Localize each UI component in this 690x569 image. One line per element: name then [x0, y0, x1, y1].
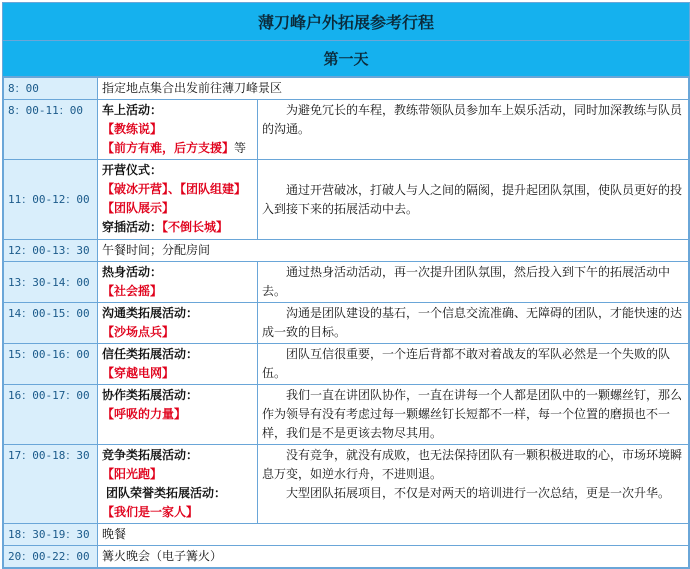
time-cell: 20：00-22：00 — [4, 546, 98, 568]
table-row — [4, 78, 689, 100]
time-cell: 18：30-19：30 — [4, 524, 98, 546]
activity-description: 为避免冗长的车程，教练带领队员参加车上娱乐活动，同时加深教练与队员的沟通。 — [258, 100, 689, 160]
activity-description: 大型团队拓展项目，不仅是对两天的培训进行一次总结，更是一次升华。 — [286, 486, 671, 500]
activity-text: 指定地点集合出发前往薄刀峰景区 — [98, 78, 689, 100]
activity-description: 团队互信很重要，一个连后背都不敢对着战友的军队必然是一个失败的队伍。 — [258, 344, 689, 385]
activity-cell — [98, 160, 258, 240]
activity-cell — [98, 445, 258, 524]
time-cell: 17：00-18：30 — [4, 445, 98, 524]
activity-item: 【教练说】 — [102, 122, 163, 136]
time-cell: 11：00-12：00 — [4, 160, 98, 240]
time-cell: 15：00-16：00 — [4, 344, 98, 385]
table-row — [4, 303, 689, 344]
activity-item: 【破冰开营】 — [102, 182, 169, 196]
itinerary-table — [3, 77, 689, 568]
activity-suffix: 等 — [234, 141, 247, 155]
activity-heading: 协作类拓展活动： — [102, 388, 199, 402]
table-row — [4, 546, 689, 568]
activity-description: 没有竞争，就没有成败，也无法保持团队有一颗积极进取的心，市场环境瞬息万变，如逆水行舟，不进则退。 — [262, 448, 683, 481]
activity-cell — [98, 344, 258, 385]
activity-item: 【前方有难，后方支援】 — [102, 141, 235, 155]
time-cell: 12：00-13：30 — [4, 240, 98, 262]
activity-item: 【阳光跑】 — [102, 467, 163, 481]
activity-heading: 团队荣誉类拓展活动： — [106, 486, 227, 500]
activity-item: 【团队组建】 — [180, 182, 247, 196]
activity-cell — [98, 262, 258, 303]
activity-cell — [98, 100, 258, 160]
activity-item: 【沙场点兵】 — [102, 325, 175, 339]
activity-heading: 车上活动： — [102, 103, 163, 117]
itinerary-sheet — [2, 2, 690, 569]
table-row — [4, 160, 689, 240]
table-row — [4, 262, 689, 303]
activity-heading: 信任类拓展活动： — [102, 347, 199, 361]
activity-description: 通过热身活动活动，再一次提升团队氛围，然后投入到下午的拓展活动中去。 — [258, 262, 689, 303]
page-title: 薄刀峰户外拓展参考行程 — [3, 3, 689, 41]
table-row — [4, 524, 689, 546]
item-separator: 、 — [168, 182, 181, 196]
time-cell: 13：30-14：00 — [4, 262, 98, 303]
time-cell: 8：00-11：00 — [4, 100, 98, 160]
activity-heading: 开营仪式： — [102, 163, 163, 177]
time-cell: 16：00-17：00 — [4, 385, 98, 445]
activity-text: 晚餐 — [98, 524, 689, 546]
activity-item: 【社会摇】 — [102, 284, 163, 298]
activity-cell — [98, 303, 258, 344]
activity-text: 午餐时间；分配房间 — [98, 240, 689, 262]
table-row — [4, 344, 689, 385]
table-row — [4, 100, 689, 160]
activity-heading: 沟通类拓展活动： — [102, 306, 199, 320]
activity-item: 【不倒长城】 — [162, 220, 229, 234]
activity-item: 【穿越电网】 — [102, 366, 175, 380]
activity-heading: 穿插活动： — [102, 220, 163, 234]
activity-text: 篝火晚会（电子篝火） — [98, 546, 689, 568]
activity-item: 【呼吸的力量】 — [102, 407, 187, 421]
day-header: 第一天 — [3, 41, 689, 77]
table-row — [4, 445, 689, 524]
activity-description-cell — [258, 445, 689, 524]
activity-cell — [98, 385, 258, 445]
activity-heading: 竞争类拓展活动： — [102, 448, 199, 462]
time-cell: 14：00-15：00 — [4, 303, 98, 344]
activity-item: 【我们是一家人】 — [102, 505, 199, 519]
activity-heading: 热身活动： — [102, 265, 163, 279]
activity-description: 我们一直在讲团队协作，一直在讲每一个人都是团队中的一颗螺丝钉，那么作为领导有没有考虑过每一颗螺丝钉长短都不一样，每一个位置的磨损也不一样，我们是不是更该去物尽其用。 — [258, 385, 689, 445]
activity-description: 通过开营破冰，打破人与人之间的隔阂，提升起团队氛围，使队员更好的投入到接下来的拓展活动中去。 — [258, 160, 689, 240]
table-row — [4, 240, 689, 262]
activity-item: 【团队展示】 — [102, 201, 175, 215]
activity-description: 沟通是团队建设的基石，一个信息交流准确、无障碍的团队，才能快速的达成一致的目标。 — [258, 303, 689, 344]
table-row — [4, 385, 689, 445]
time-cell: 8：00 — [4, 78, 98, 100]
